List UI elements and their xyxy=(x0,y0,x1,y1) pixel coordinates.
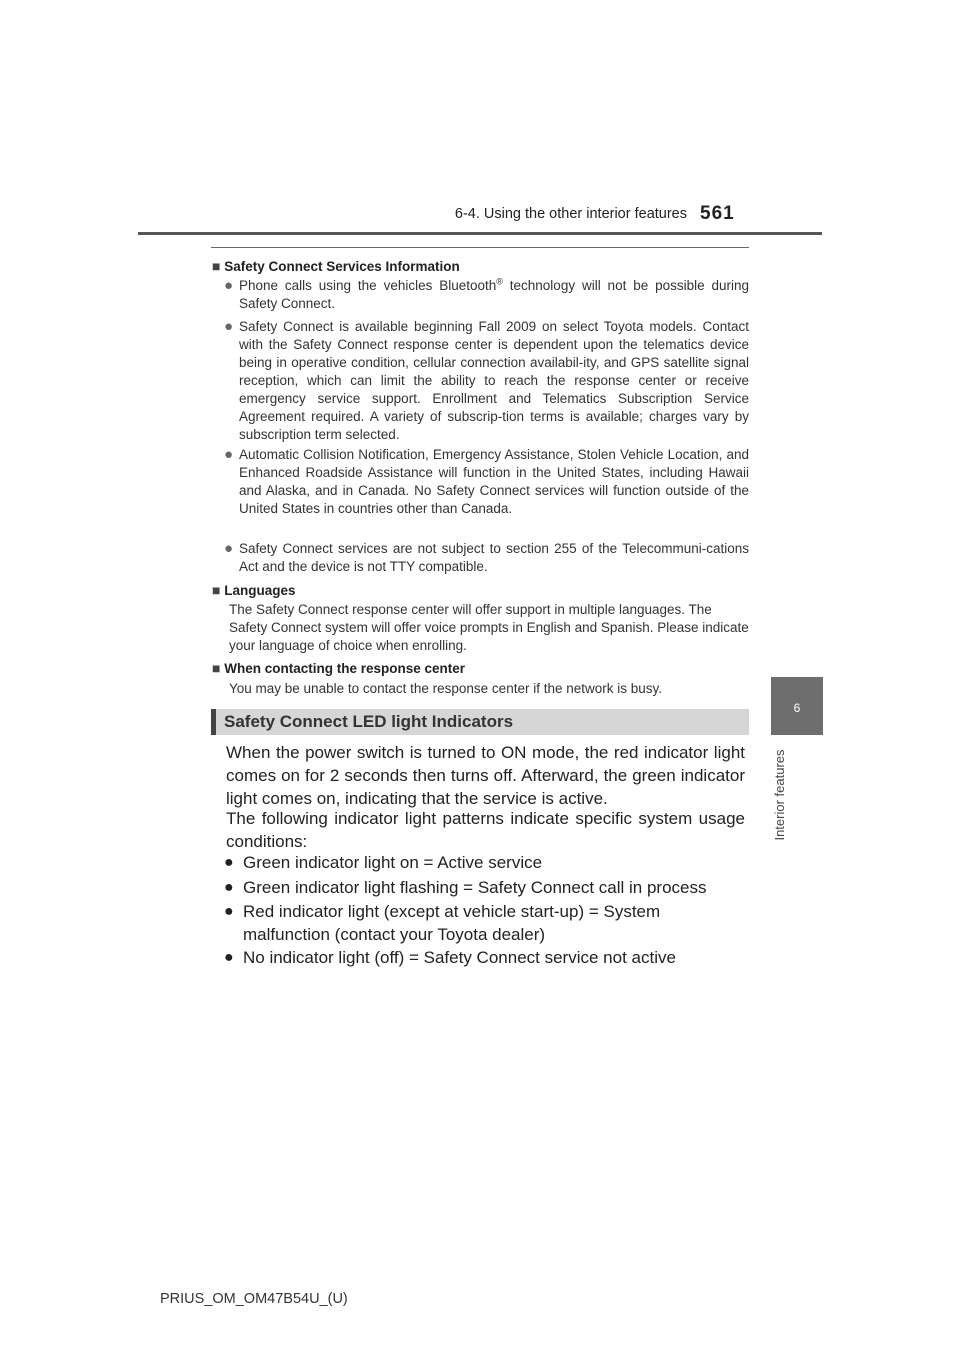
circle-bullet-icon: ● xyxy=(224,854,234,871)
chapter-tab[interactable] xyxy=(771,677,823,735)
content-top-rule xyxy=(211,247,749,248)
list-item xyxy=(224,318,749,444)
subheading-contacting xyxy=(212,659,465,678)
header-rule xyxy=(138,232,822,235)
list-item-text: Phone calls using the vehicles Bluetooth® technology will not be possible during Safety Connect. xyxy=(239,276,750,311)
indicators-heading-box xyxy=(211,709,749,735)
circle-bullet-icon: ● xyxy=(224,277,234,294)
list-item-text: No indicator light (off) = Safety Connect service not active xyxy=(243,948,676,967)
list-item-text: Green indicator light on = Active service xyxy=(243,853,543,872)
indicators-paragraph-1: When the power switch is turned to ON mode, the red indicator light comes on for 2 seconds then turns off. Afterward, the green indicator light comes on, indicating that the service is active. xyxy=(226,743,745,808)
chapter-number: 6 xyxy=(793,701,801,715)
header-section-title: 6-4. Using the other interior features xyxy=(454,206,687,222)
list-item xyxy=(224,851,749,874)
list-item-text: Automatic Collision Notification, Emergency Assistance, Stolen Vehicle Location, and Enhanced Roadside Assistance will function in the United States, including Hawaii and Alaska, and in Canada. No Safety Connect services will function outside of the United States in countries other than Canada. xyxy=(239,447,749,516)
contacting-text: You may be unable to contact the response center if the network is busy. xyxy=(229,681,663,696)
circle-bullet-icon: ● xyxy=(224,949,234,966)
heading-accent-bar xyxy=(211,709,216,735)
list-item xyxy=(224,446,749,518)
chapter-label: Interior features xyxy=(772,749,787,841)
list-item-text: Red indicator light (except at vehicle start-up) = System malfunction (contact your Toyota dealer) xyxy=(243,902,661,944)
circle-bullet-icon: ● xyxy=(224,879,234,896)
list-item xyxy=(224,946,749,969)
subheading-title: When contacting the response center xyxy=(224,661,466,676)
page-number: 561 xyxy=(700,203,735,224)
indicators-paragraph-2: The following indicator light patterns indicate specific system usage conditions: xyxy=(226,809,745,851)
list-item-text: Safety Connect is available beginning Fall 2009 on select Toyota models. Contact with the Safety Connect response center is dependent upon the telematics device being in operative condition, cellular connection availabil-ity, and GPS satellite signal reception, which can limit the ability to reach the response center or receive emergency service support. Enrollment and Telematics Subscription Service Agreement required. A variety of subscrip-tion terms is available; charges vary by subscription term selected. xyxy=(239,319,749,442)
subheading-title: Safety Connect Services Information xyxy=(224,259,460,274)
list-item xyxy=(224,876,749,899)
languages-text: The Safety Connect response center will offer support in multiple languages. The Safety Connect system will offer voice prompts in English and Spanish. Please indicate your language of choice when enrolling. xyxy=(229,602,749,653)
square-bullet-icon: ■ xyxy=(212,258,221,274)
circle-bullet-icon: ● xyxy=(224,318,234,335)
list-item xyxy=(224,900,749,946)
indicators-heading: Safety Connect LED light Indicators xyxy=(224,712,514,731)
chapter-label-wrap xyxy=(768,740,792,850)
subheading-title: Languages xyxy=(224,583,296,598)
circle-bullet-icon: ● xyxy=(224,540,234,557)
list-item-text: Green indicator light flashing = Safety Connect call in process xyxy=(243,878,707,897)
document-code: PRIUS_OM_OM47B54U_(U) xyxy=(160,1291,348,1307)
circle-bullet-icon: ● xyxy=(224,446,234,463)
square-bullet-icon: ■ xyxy=(212,582,221,598)
circle-bullet-icon: ● xyxy=(224,903,234,920)
subheading-languages xyxy=(212,581,296,600)
subheading-services-info xyxy=(212,257,460,276)
list-item-text: Safety Connect services are not subject to section 255 of the Telecommuni-cations Act and the device is not TTY compatible. xyxy=(239,541,749,574)
list-item xyxy=(224,540,749,576)
square-bullet-icon: ■ xyxy=(212,660,221,676)
list-item xyxy=(224,277,749,313)
